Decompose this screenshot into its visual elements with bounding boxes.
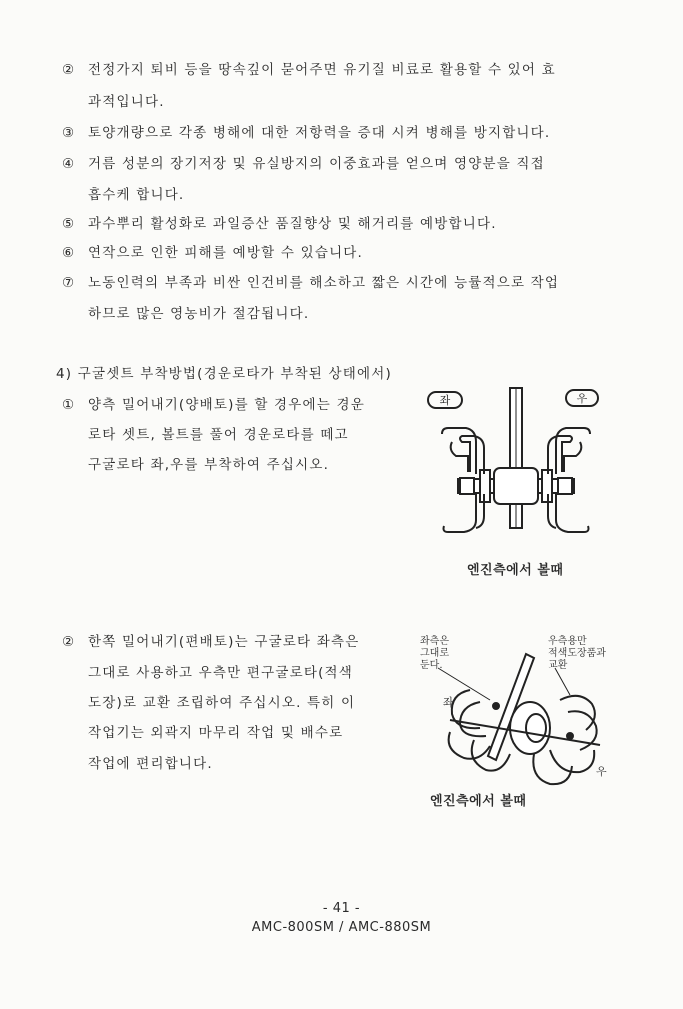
left-note: 좌측은 그대로 둔다.: [420, 636, 449, 671]
s4-item-2-line-1: ② 한쪽 밀어내기(편배토)는 구굴로타 좌측은: [62, 634, 360, 650]
right-note: 우측용만 적색도장품과 교환: [548, 636, 606, 671]
hub: [510, 702, 550, 754]
item-number: ①: [62, 397, 76, 413]
figure-1-caption: 엔진측에서 볼때: [467, 563, 564, 578]
item-4-line-1: ④ 거름 성분의 장기저장 및 유실방지의 이중효과를 얻으며 영양분을 직접: [62, 156, 545, 172]
rotor-figure-1: [418, 382, 608, 557]
item-2-line-1: ② 전정가지 퇴비 등을 땅속깊이 묻어주면 유기질 비료로 활용할 수 있어 효: [62, 62, 556, 78]
item-6-line-1: ⑥ 연작으로 인한 피해를 예방할 수 있습니다.: [62, 245, 364, 261]
item-number: ⑦: [62, 275, 76, 291]
s4-item-2-line-3: 도장)로 교환 조립하여 주십시오. 특히 이: [88, 695, 356, 711]
item-4-line-2: 흡수케 합니다.: [88, 187, 185, 203]
left-label-2: 좌: [443, 696, 454, 709]
item-7-line-2: 하므로 많은 영농비가 절감됩니다.: [88, 306, 310, 322]
s4-item-1-line-1: ① 양측 밀어내기(양배토)를 할 경우에는 경운: [62, 397, 365, 413]
right-label: 우: [576, 392, 588, 405]
item-number: ⑥: [62, 245, 76, 261]
right-label-2: 우: [596, 765, 607, 778]
s4-item-2-line-5: 작업에 편리합니다.: [88, 756, 213, 772]
center-hub: [494, 468, 538, 504]
s4-item-1-line-2: 로타 셋트, 볼트를 풀어 경운로타를 떼고: [88, 427, 349, 443]
page-number: - 41 -: [322, 901, 361, 916]
model-name: AMC-800SM / AMC-880SM: [251, 920, 432, 935]
s4-item-2-line-2: 그대로 사용하고 우측만 편구굴로타(적색: [88, 665, 354, 681]
item-number: ③: [62, 125, 76, 141]
item-number: ④: [62, 156, 76, 172]
s4-item-2-line-4: 작업기는 외곽지 마무리 작업 및 배수로: [88, 725, 344, 741]
item-7-line-1: ⑦ 노동인력의 부족과 비싼 인건비를 해소하고 짧은 시간에 능률적으로 작업: [62, 275, 560, 291]
item-number: ⑤: [62, 216, 76, 232]
item-5-line-1: ⑤ 과수뿌리 활성화로 과일증산 품질향상 및 해거리를 예방합니다.: [62, 216, 497, 232]
section-heading: 4) 구굴셋트 부착방법(경운로타가 부착된 상태에서): [56, 366, 392, 382]
item-number: ②: [62, 634, 76, 650]
figure-2-caption: 엔진측에서 볼때: [430, 794, 527, 809]
left-label: 좌: [439, 394, 451, 407]
item-3-line-1: ③ 토양개량으로 각종 병해에 대한 저항력을 증대 시켜 병해를 방지합니다.: [62, 125, 551, 141]
s4-item-1-line-3: 구굴로타 좌,우를 부착하여 주십시오.: [88, 457, 330, 473]
item-number: ②: [62, 62, 76, 78]
item-2-line-2: 과적입니다.: [88, 94, 165, 110]
rotor-figure-2: [430, 650, 610, 790]
